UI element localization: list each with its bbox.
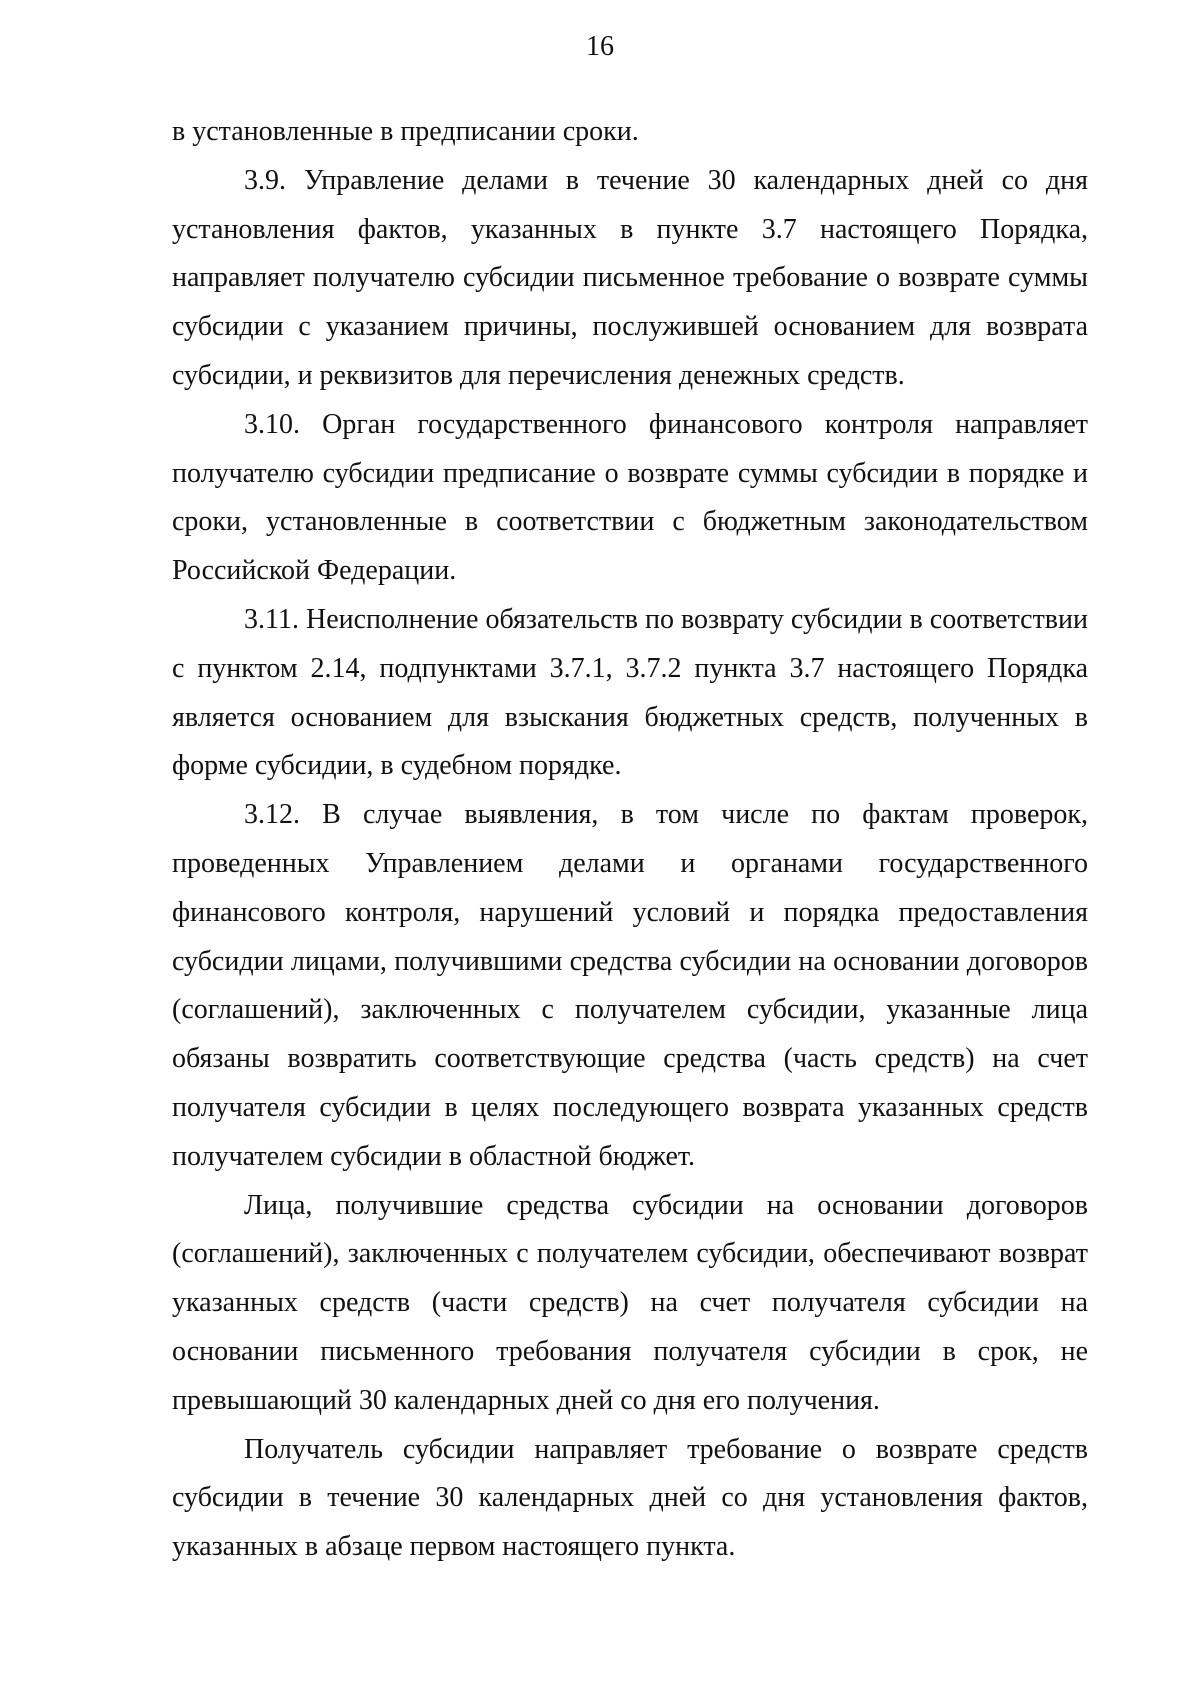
paragraph-3-9: 3.9. Управление делами в течение 30 календарных дней со дня установления фактов, указанных в пункте 3.7 настоящего Порядка, направляет получателю субсидии письменное требование о возврате суммы субсидии с указанием причины, послужившей основанием для возврата субсидии, и реквизитов для перечисления денежных средств. [172,164,1088,391]
paragraph-3-10: 3.10. Орган государственного финансового контроля направляет получателю субсидии предписание о возврате суммы субсидии в порядке и сроки, установленные в соответствии с бюджетным законодательством Российской Федерации. [172,408,1088,587]
paragraph-3-12-second: Лица, получившие средства субсидии на основании договоров (соглашений), заключенных с получателем субсидии, обеспечивают возврат указанных средств (части средств) на счет получателя субсидии на основании письменного требования получателя субсидии в срок, не превышающий 30 календарных дней со дня его получения. [172,1189,1088,1416]
document-body [172,108,1088,1572]
paragraph-3-11: 3.11. Неисполнение обязательств по возврату субсидии в соответствии с пунктом 2.14, подпунктами 3.7.1, 3.7.2 пункта 3.7 настоящего Порядка является основанием для взыскания бюджетных средств, полученных в форме субсидии, в судебном порядке. [172,603,1088,782]
page-number: 16 [586,31,614,62]
paragraph-3-12-third: Получатель субсидии направляет требование о возврате средств субсидии в течение 30 календарных дней со дня установления фактов, указанных в абзаце первом настоящего пункта. [172,1433,1088,1563]
paragraph-continuation: в установленные в предписании сроки. [172,116,639,147]
paragraph-3-12: 3.12. В случае выявления, в том числе по фактам проверок, проведенных Управлением делами и органами государственного финансового контроля, нарушений условий и порядка предоставления субсидии лицами, получившими средства субсидии на основании договоров (соглашений), заключенных с получателем субсидии, указанные лица обязаны возвратить соответствующие средства (часть средств) на счет получателя субсидии в целях последующего возврата указанных средств получателем субсидии в областной бюджет. [172,799,1088,1172]
